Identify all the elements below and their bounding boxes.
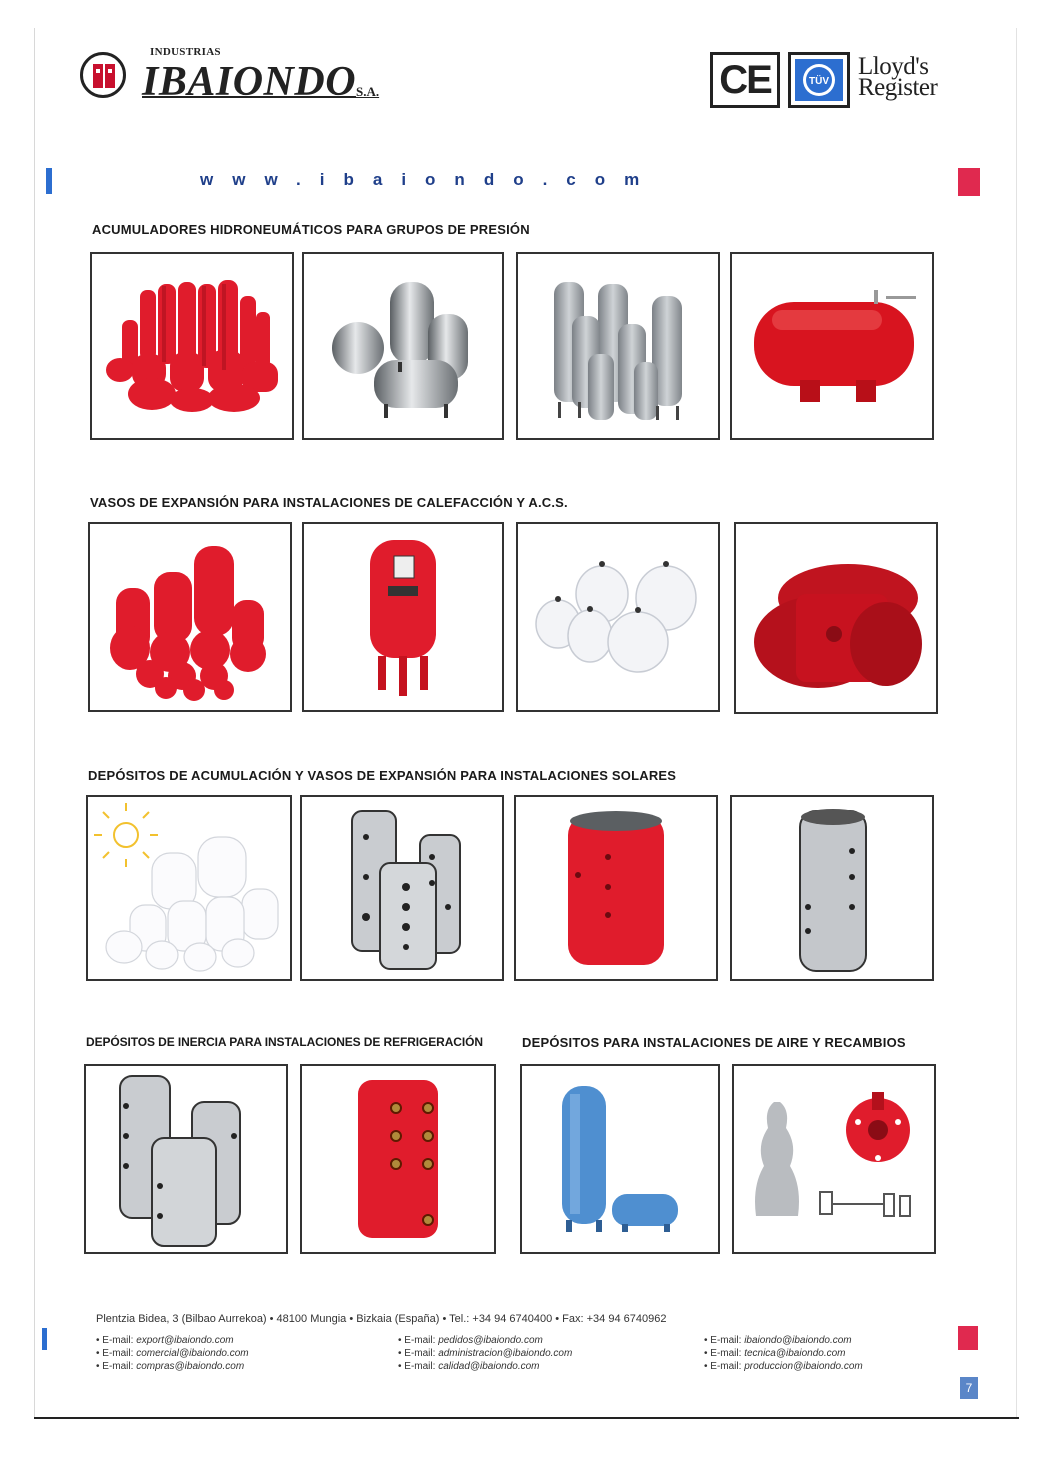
page-edge — [1016, 28, 1017, 1418]
website-url[interactable]: www.ibaiondo.com — [200, 170, 659, 189]
sun-icon — [94, 803, 158, 867]
page-edge — [34, 28, 35, 1418]
email-list-3 — [704, 1334, 863, 1373]
tuv-mark — [788, 52, 850, 108]
accent-bar-blue — [46, 168, 52, 194]
tuv-text: TÜV — [809, 76, 829, 87]
logo-small-text: INDUSTRIAS — [150, 46, 221, 58]
tuv-badge-icon — [791, 55, 847, 105]
section-title-hydropneumatic: ACUMULADORES HIDRONEUMÁTICOS PARA GRUPOS DE PRESIÓN — [92, 222, 530, 237]
email-link[interactable]: export@ibaiondo.com — [136, 1335, 234, 1346]
air-receivers-image — [522, 1066, 718, 1252]
email-link[interactable]: tecnica@ibaiondo.com — [744, 1348, 846, 1359]
lloyds-line-2: Register — [858, 74, 938, 101]
accent-bar-pink — [958, 168, 980, 196]
section-title-refrigeration: DEPÓSITOS DE INERCIA PARA INSTALACIONES DE REFRIGERACIÓN — [86, 1035, 483, 1049]
email-label: • E-mail: — [96, 1361, 134, 1372]
bottom-rule — [34, 1417, 1019, 1419]
large-expansion-vessel-image — [304, 524, 502, 710]
product-photo-white-expansion-vessels — [516, 522, 720, 712]
company-address: Plentzia Bidea, 3 (Bilbao Aurrekoa) • 48100 Mungia • Bizkaia (España) • Tel.: +34 94 6740400 • Fax: +34 94 6740962 — [96, 1313, 667, 1325]
solar-insulated-tanks-image — [302, 797, 502, 979]
email-label: • E-mail: — [704, 1335, 742, 1346]
email-label: • E-mail: — [398, 1348, 436, 1359]
product-photo-red-expansion-vessels — [88, 522, 292, 712]
inertia-tanks-image — [86, 1066, 286, 1252]
red-expansion-vessels-image — [90, 524, 290, 710]
logo-company-name: IBAIONDO — [142, 59, 357, 105]
email-link[interactable]: pedidos@ibaiondo.com — [438, 1335, 543, 1346]
page-number: 7 — [960, 1377, 978, 1399]
galvanized-tanks-image — [518, 254, 718, 438]
product-photo-large-expansion-vessel — [302, 522, 504, 712]
logo-suffix: S.A. — [356, 84, 380, 99]
company-logo-emblem — [80, 52, 126, 98]
product-photo-spare-parts — [732, 1064, 936, 1254]
accent-bar-blue — [42, 1328, 47, 1350]
solar-red-tank-image — [516, 797, 716, 979]
solar-white-vessels-image — [88, 797, 290, 979]
email-list-2 — [398, 1334, 572, 1373]
email-link[interactable]: produccion@ibaiondo.com — [744, 1361, 863, 1372]
email-link[interactable]: comercial@ibaiondo.com — [136, 1348, 249, 1359]
accent-bar-pink — [958, 1326, 978, 1350]
email-label: • E-mail: — [398, 1335, 436, 1346]
section-title-air: DEPÓSITOS PARA INSTALACIONES DE AIRE Y RECAMBIOS — [522, 1035, 906, 1050]
email-link[interactable]: administracion@ibaiondo.com — [438, 1348, 573, 1359]
email-link[interactable]: compras@ibaiondo.com — [136, 1361, 245, 1372]
product-photo-solar-grey-tank — [730, 795, 934, 981]
ce-mark: CE — [710, 52, 780, 108]
product-photo-solar-insulated-tanks — [300, 795, 504, 981]
product-photo-solar-red-tank — [514, 795, 718, 981]
product-photo-red-accumulators — [90, 252, 294, 440]
product-photo-stainless-accumulators — [302, 252, 504, 440]
lloyds-line-1: Lloyd's — [858, 53, 929, 80]
email-label: • E-mail: — [704, 1361, 742, 1372]
email-label: • E-mail: — [96, 1348, 134, 1359]
section-title-expansion-vessels: VASOS DE EXPANSIÓN PARA INSTALACIONES DE CALEFACCIÓN Y A.C.S. — [90, 495, 568, 510]
logo-monogram-icon — [91, 62, 117, 90]
product-photo-air-receivers — [520, 1064, 720, 1254]
product-photo-inertia-tanks — [84, 1064, 288, 1254]
flat-expansion-vessels-image — [736, 524, 936, 712]
email-link[interactable]: ibaiondo@ibaiondo.com — [744, 1335, 852, 1346]
section-title-solar: DEPÓSITOS DE ACUMULACIÓN Y VASOS DE EXPANSIÓN PARA INSTALACIONES SOLARES — [88, 768, 677, 783]
solar-grey-tank-image — [732, 797, 932, 979]
red-tanks-image — [92, 254, 292, 438]
lloyds-register-mark — [858, 53, 938, 101]
email-label: • E-mail: — [96, 1335, 134, 1346]
white-expansion-vessels-image — [518, 524, 718, 710]
inertia-red-tank-image — [302, 1066, 494, 1252]
stainless-tanks-image — [304, 254, 502, 438]
spare-parts-image — [734, 1066, 934, 1252]
product-photo-horizontal-red-tank — [730, 252, 934, 440]
product-photo-solar-white-vessels — [86, 795, 292, 981]
email-link[interactable]: calidad@ibaiondo.com — [438, 1361, 540, 1372]
email-label: • E-mail: — [704, 1348, 742, 1359]
product-photo-flat-expansion-vessels — [734, 522, 938, 714]
horizontal-red-tank-image — [732, 254, 932, 438]
email-list-1 — [96, 1334, 249, 1373]
email-label: • E-mail: — [398, 1361, 436, 1372]
product-photo-galvanized-accumulators — [516, 252, 720, 440]
product-photo-inertia-red-tank — [300, 1064, 496, 1254]
